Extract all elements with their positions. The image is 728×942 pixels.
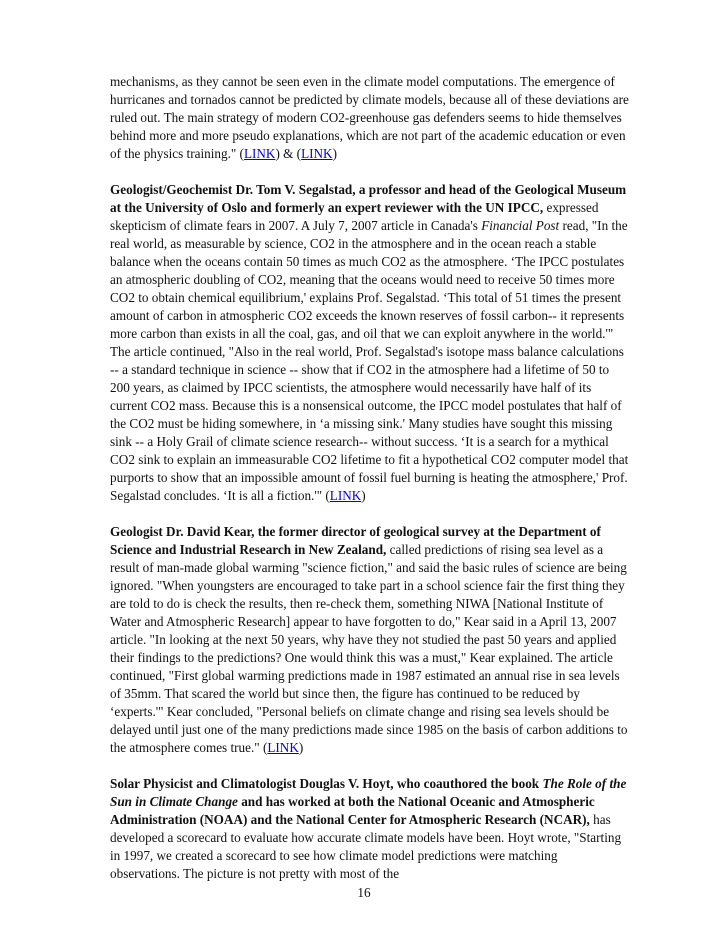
body-text: [110, 73, 630, 901]
person-heading: Geologist Dr. David Kear, the former director of geological survey at the Department of Science and Industrial Research in New Zealand,: [110, 524, 601, 557]
paragraph-continued: [110, 73, 630, 163]
person-heading: and has worked at both the National Oceanic and Atmospheric Administration (NOAA) and the National Center for Atmospheric Research (NCAR),: [110, 794, 595, 827]
paragraph-hoyt: [110, 775, 630, 883]
link[interactable]: LINK: [301, 146, 333, 161]
paragraph-text: read, "In the real world, as measurable by science, CO2 in the atmosphere and in the ocean reach a stable balance when the oceans contain 50 times as much CO2 as the atmosphere. ‘The IPCC postulates an atmospheric doubling of CO2, meaning that the oceans would need to receive 50 times more CO2 to obtain chemical equilibrium,' explains Prof. Segalstad. ‘This total of 51 times the present amount of carbon in atmospheric CO2 exceeds the known reserves of fossil carbon-- it represents more carbon than exists in all the coal, gas, and oil that we can exploit anywhere in the world.'" The article continued, "Also in the real world, Prof. Segalstad's isotope mass balance calculations -- a standard technique in science -- show that if CO2 in the atmosphere had a lifetime of 50 to 200 years, as claimed by IPCC scientists, the atmosphere would necessarily have half of its current CO2 mass. Because this is a nonsensical outcome, the IPCC model postulates that half of the CO2 must be hiding somewhere, in ‘a missing sink.' Many studies have sought this missing sink -- a Holy Grail of climate science research-- without success. ‘It is a search for a mythical CO2 sink to explain an immeasurable CO2 lifetime to fit a hypothetical CO2 computer model that purports to show that an impossible amount of fossil fuel burning is heating the atmosphere,' Prof. Segalstad concludes. ‘It is all a fiction.'" (: [110, 218, 629, 503]
person-heading: Solar Physicist and Climatologist Douglas V. Hoyt, who coauthored the book: [110, 776, 543, 791]
paragraph-text: ): [332, 146, 337, 161]
paragraph-text: ) & (: [275, 146, 302, 161]
paragraph-text: mechanisms, as they cannot be seen even in the climate model computations. The emergence of hurricanes and tornados cannot be predicted by climate models, because all of these deviations are ruled out. The main strategy of modern CO2-greenhouse gas defenders seems to hide themselves behind more and more pseudo explanations, which are not part of the academic education or even of the physics training." (: [110, 74, 629, 161]
publication-name: Financial Post: [481, 218, 560, 233]
link[interactable]: LINK: [243, 146, 276, 161]
paragraph-segalstad: [110, 181, 630, 505]
page-number: 16: [357, 885, 371, 900]
person-heading: Geologist/Geochemist Dr. Tom V. Segalstad, a professor and head of the Geological Museum at the University of Oslo and formerly an expert reviewer with the UN IPCC,: [110, 182, 627, 215]
paragraph-text: expressed skepticism of climate fears in 2007. A July 7, 2007 article in Canada's: [110, 200, 599, 233]
paragraph-text: ): [361, 488, 366, 503]
book-title: The Role of the Sun in Climate Change: [110, 776, 627, 809]
paragraph-text: called predictions of rising sea level as a result of man-made global warming "science fiction," and said the basic rules of science are being ignored. "When youngsters are encouraged to take part in a school science fair the first thing they are told to do is check the results, then re-check them, something NIWA [National Institute of Water and Atmospheric Research] appear to have forgotten to do," Kear said in a April 13, 2007 article. "In looking at the next 50 years, why have they not studied the past 50 years and applied their findings to the predictions? One would think this was a must," Kear explained. The article continued, "First global warming predictions made in 1987 estimated an annual rise in sea levels of 35mm. That scared the world but since then, the figure has continued to be reduced by ‘experts.'" Kear concluded, "Personal beliefs on climate change and rising sea levels should be delayed until just one of the many predictions made since 1985 on the basis of carbon additions to the atmosphere comes true." (: [110, 542, 628, 755]
paragraph-kear: [110, 523, 630, 757]
paragraph-text: ): [298, 740, 304, 755]
paragraph-text: has developed a scorecard to evaluate how accurate climate models have been. Hoyt wrote, "Starting in 1997, we created a scorecard to see how climate model predictions were matching observations. The picture is not pretty with most of the: [110, 812, 622, 881]
link[interactable]: LINK: [267, 740, 299, 755]
link[interactable]: LINK: [329, 488, 362, 503]
